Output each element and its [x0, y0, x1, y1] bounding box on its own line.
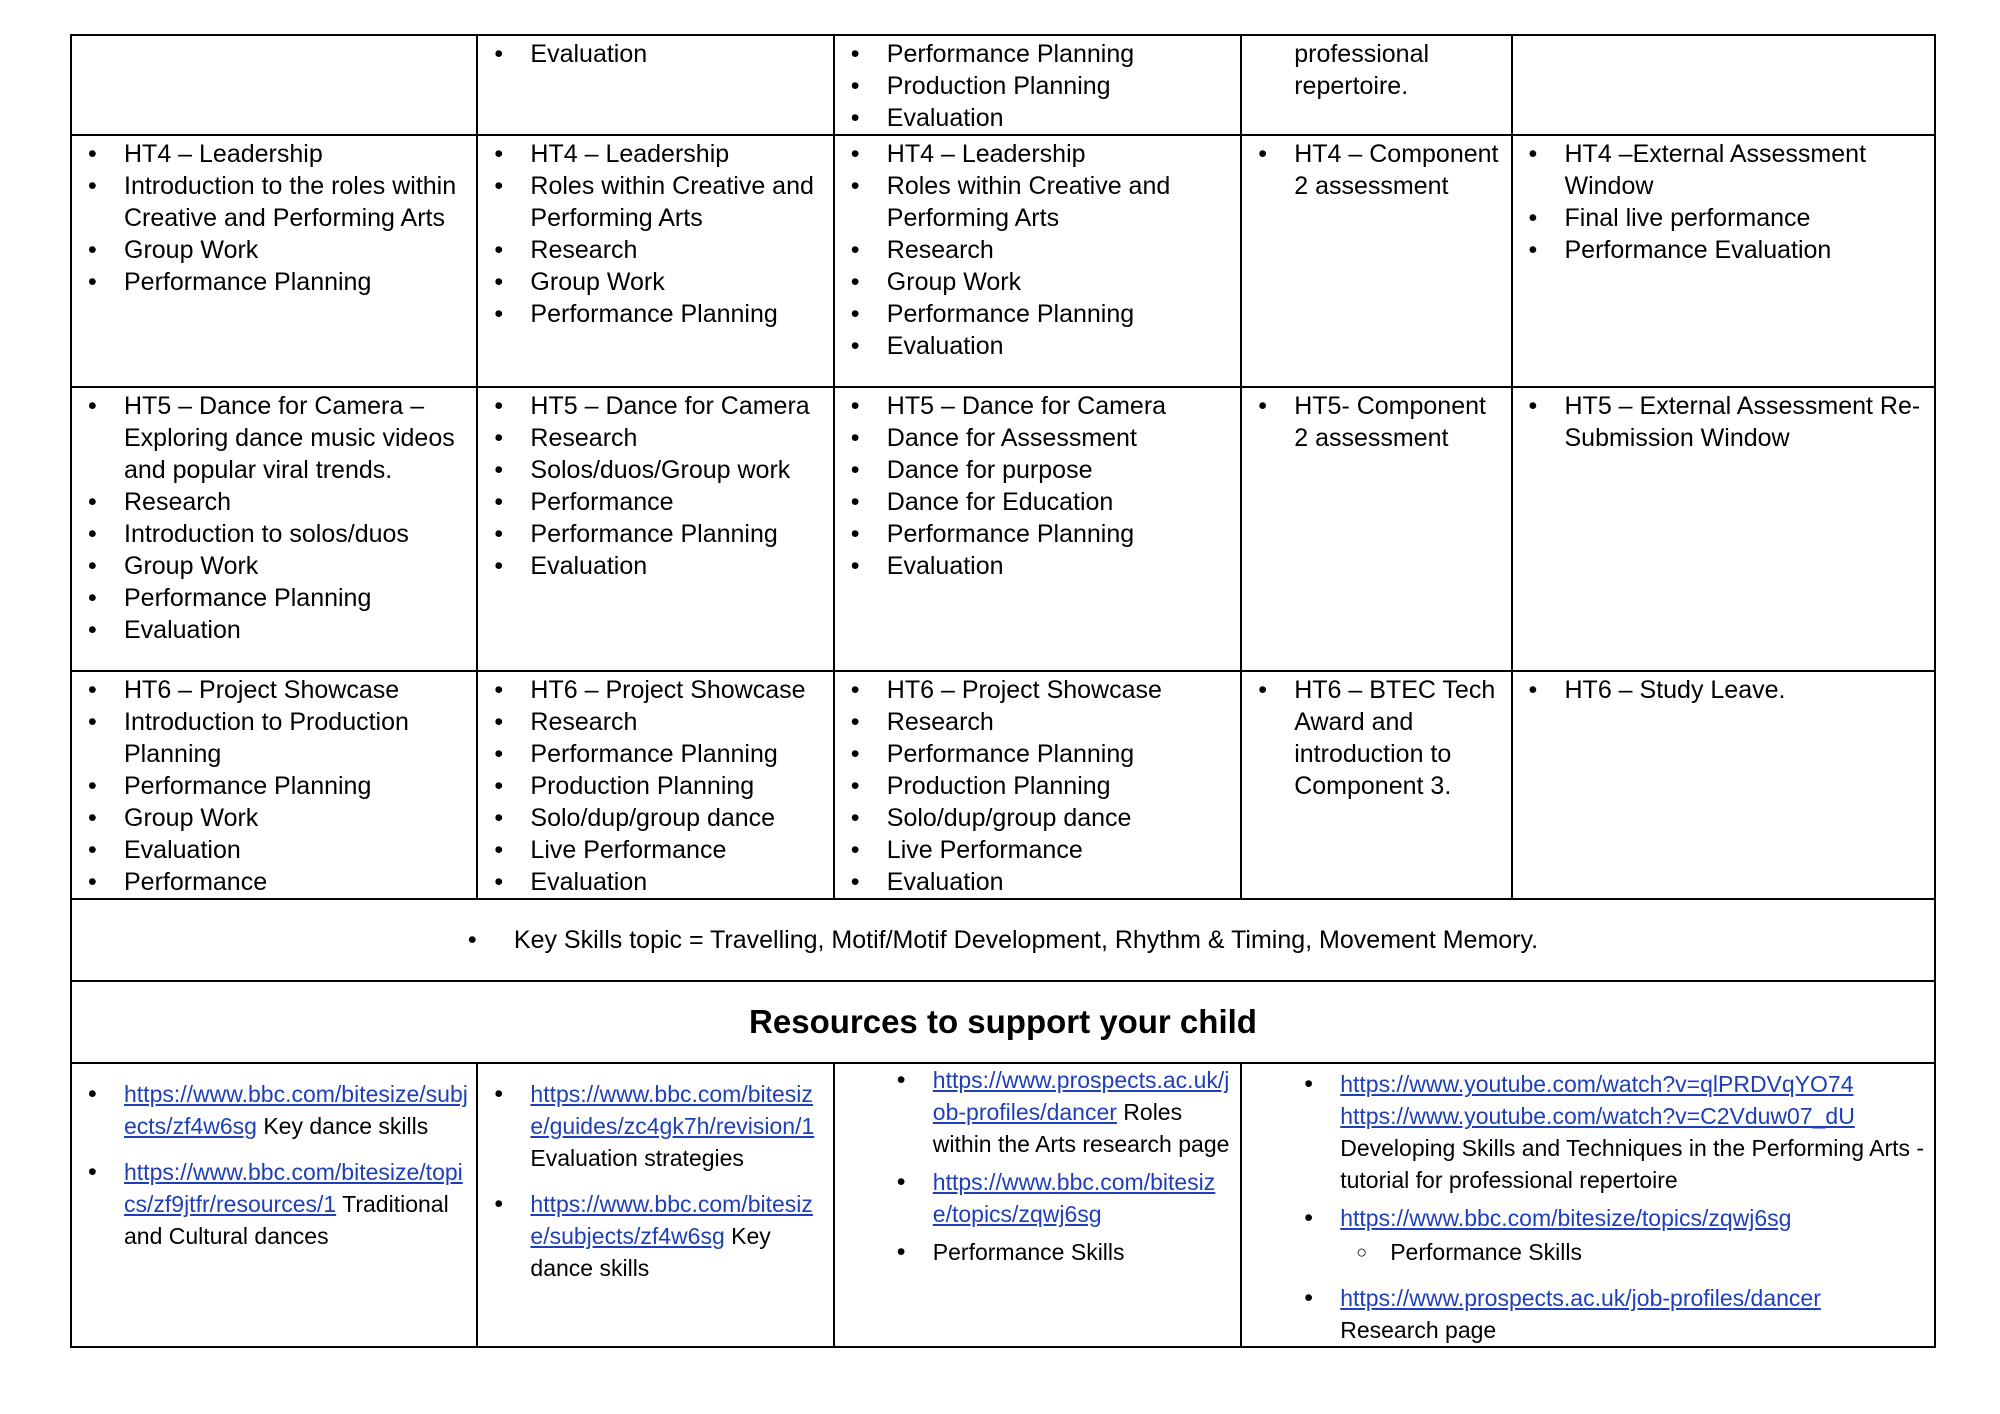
topic-item: • Research	[124, 486, 470, 518]
topic-item: • Evaluation	[887, 866, 1234, 898]
topic-item: • Performance Planning	[530, 518, 826, 550]
topic-item: • Dance for Education	[887, 486, 1234, 518]
key-skills-row	[71, 899, 1935, 981]
topic-item: • Production Planning	[530, 770, 826, 802]
topic-list	[72, 36, 476, 38]
topic-item: • HT5 – External Assessment Re-Submission Window	[1565, 390, 1929, 454]
topic-item: • Roles within Creative and Performing Arts	[530, 170, 826, 234]
topic-item: • Introduction to solos/duos	[124, 518, 470, 550]
topic-row	[71, 135, 1935, 387]
topic-item: • Group Work	[887, 266, 1234, 298]
topic-cell	[71, 135, 477, 387]
topic-cell	[477, 671, 833, 899]
resource-description: Performance Skills	[932, 1239, 1125, 1265]
resource-item	[933, 1064, 1234, 1160]
topic-item: • Group Work	[124, 550, 470, 582]
topic-cell	[1512, 135, 1936, 387]
topic-cell	[477, 35, 833, 135]
curriculum-table	[70, 34, 1936, 1348]
topic-item: • Group Work	[124, 234, 470, 266]
topic-rows	[71, 35, 1935, 899]
topic-item: • Performance Planning	[887, 38, 1234, 70]
topic-item: • Evaluation	[530, 38, 826, 70]
resource-item	[933, 1166, 1234, 1230]
resource-item	[933, 1236, 1234, 1268]
topic-item: • HT6 – Project Showcase	[887, 674, 1234, 706]
topic-cell	[1512, 35, 1936, 135]
topic-item: professional repertoire.	[1294, 40, 1430, 100]
resource-description: Roles within the Arts research page	[932, 1099, 1230, 1157]
resource-link[interactable]: https://www.bbc.com/bitesize/topics/zf9jtfr/resources/1	[124, 1159, 463, 1217]
topic-item: • Final live performance	[1565, 202, 1929, 234]
topic-item: • Live Performance	[887, 834, 1234, 866]
topic-item: • Research	[530, 706, 826, 738]
topic-cell	[477, 387, 833, 671]
resource-item	[530, 1188, 826, 1284]
topic-item: • Evaluation	[530, 550, 826, 582]
resource-item	[1340, 1202, 1928, 1268]
topic-list	[1242, 36, 1510, 102]
topic-list	[72, 672, 476, 898]
topic-list	[1513, 136, 1935, 266]
topic-cell	[71, 387, 477, 671]
topic-cell	[1512, 387, 1936, 671]
resources-col-2	[477, 1063, 833, 1347]
resources-list-3	[835, 1064, 1240, 1268]
topic-item: • Introduction to the roles within Creative and Performing Arts	[124, 170, 470, 234]
topic-cell	[834, 35, 1241, 135]
topic-item: • Dance for Assessment	[887, 422, 1234, 454]
topic-cell	[1241, 35, 1511, 135]
topic-item: • Dance for purpose	[887, 454, 1234, 486]
topic-cell	[71, 35, 477, 135]
resources-list-2	[478, 1064, 832, 1284]
topic-list	[1513, 36, 1935, 38]
topic-item: • Performance Planning	[530, 738, 826, 770]
topic-item: • Performance Planning	[124, 266, 470, 298]
topic-list	[1242, 388, 1510, 454]
topic-list	[478, 388, 832, 582]
resources-col-1	[71, 1063, 477, 1347]
topic-item: • Evaluation	[887, 550, 1234, 582]
topic-cell	[1241, 135, 1511, 387]
topic-cell	[1241, 671, 1511, 899]
topic-item: • Performance Planning	[887, 738, 1234, 770]
resource-item	[124, 1078, 470, 1142]
topic-item: • Solo/dup/group dance	[887, 802, 1234, 834]
resource-description: Evaluation strategies	[530, 1145, 744, 1171]
topic-item: • Roles within Creative and Performing Arts	[887, 170, 1234, 234]
topic-list	[1242, 672, 1510, 802]
topic-item: • Performance	[530, 486, 826, 518]
topic-item: • Solo/dup/group dance	[530, 802, 826, 834]
topic-item: • HT5 – Dance for Camera	[530, 390, 826, 422]
resources-col-3	[834, 1063, 1241, 1347]
topic-item: • Research	[530, 422, 826, 454]
topic-list	[72, 388, 476, 646]
resource-link[interactable]: https://www.youtube.com/watch?v=qlPRDVqYO74	[1340, 1071, 1854, 1097]
topic-cell	[834, 671, 1241, 899]
topic-item: • Production Planning	[887, 70, 1234, 102]
topic-item: • Evaluation	[530, 866, 826, 898]
topic-item: • Introduction to Production Planning	[124, 706, 470, 770]
topic-item: • Production Planning	[887, 770, 1234, 802]
resources-title-row	[71, 981, 1935, 1063]
topic-list	[72, 136, 476, 298]
topic-list	[835, 388, 1240, 582]
resource-description: Traditional and Cultural dances	[124, 1191, 449, 1249]
resources-list-4	[1242, 1064, 1934, 1346]
topic-list	[478, 36, 832, 70]
resource-link[interactable]: https://www.youtube.com/watch?v=C2Vduw07_dU	[1340, 1103, 1855, 1129]
resource-item	[1340, 1068, 1928, 1196]
resource-sublist	[1340, 1236, 1928, 1268]
resources-col-4	[1241, 1063, 1935, 1347]
topic-item: • Research	[530, 234, 826, 266]
key-skills-cell	[71, 899, 1935, 981]
topic-item: • Evaluation	[887, 330, 1234, 362]
topic-row	[71, 671, 1935, 899]
topic-list	[1513, 388, 1935, 454]
topic-list	[1513, 672, 1935, 706]
resources-row	[71, 1063, 1935, 1347]
topic-item: • HT4 – Leadership	[530, 138, 826, 170]
topic-row	[71, 35, 1935, 135]
topic-cell	[1512, 671, 1936, 899]
key-skills-text: • Key Skills topic = Travelling, Motif/Motif Development, Rhythm & Timing, Movement Memory.	[468, 900, 1538, 980]
topic-item: • Live Performance	[530, 834, 826, 866]
curriculum-sheet	[70, 34, 1936, 1348]
topic-cell	[1241, 387, 1511, 671]
topic-item: • HT4 – Leadership	[887, 138, 1234, 170]
resource-item	[1340, 1282, 1928, 1346]
topic-item: • HT5 – Dance for Camera	[887, 390, 1234, 422]
resource-link[interactable]: https://www.prospects.ac.uk/job-profiles/dancer	[1340, 1285, 1821, 1311]
topic-cell	[71, 671, 477, 899]
topic-item: • Group Work	[124, 802, 470, 834]
topic-item: • HT6 – BTEC Tech Award and introduction to Component 3.	[1294, 674, 1504, 802]
resource-link[interactable]: https://www.bbc.com/bitesize/subjects/zf4w6sg	[530, 1191, 813, 1249]
resources-title: Resources to support your child	[71, 981, 1935, 1063]
topic-list	[835, 136, 1240, 362]
resources-list-1	[72, 1064, 476, 1252]
resource-link[interactable]: https://www.prospects.ac.uk/job-profiles/dancer	[932, 1067, 1230, 1125]
resource-subitem: ○ Performance Skills	[1390, 1236, 1928, 1268]
topic-list	[478, 136, 832, 330]
topic-item: • Evaluation	[124, 614, 470, 646]
topic-item: • Performance Planning	[124, 770, 470, 802]
topic-item: • Group Work	[530, 266, 826, 298]
topic-list	[835, 36, 1240, 134]
topic-list	[835, 672, 1240, 898]
topic-item: • Solos/duos/Group work	[530, 454, 826, 486]
resource-link[interactable]: https://www.bbc.com/bitesize/guides/zc4gk7h/revision/1	[530, 1081, 815, 1139]
topic-item: • Performance Planning	[887, 298, 1234, 330]
topic-item: • HT6 – Project Showcase	[530, 674, 826, 706]
topic-item: • Evaluation	[887, 102, 1234, 134]
topic-item: • HT5- Component 2 assessment	[1294, 390, 1504, 454]
topic-item: • Performance Planning	[530, 298, 826, 330]
resource-description: Research page	[1340, 1317, 1497, 1343]
topic-item: • HT5 – Dance for Camera – Exploring dance music videos and popular viral trends.	[124, 390, 470, 486]
topic-item: • Research	[887, 234, 1234, 266]
resource-description: Key dance skills	[256, 1113, 429, 1139]
topic-list	[1242, 136, 1510, 202]
topic-item: • Research	[887, 706, 1234, 738]
topic-item: • HT6 – Project Showcase	[124, 674, 470, 706]
topic-row	[71, 387, 1935, 671]
topic-item: • Performance Planning	[887, 518, 1234, 550]
topic-cell	[834, 135, 1241, 387]
resource-item	[530, 1078, 826, 1174]
topic-item: • HT6 – Study Leave.	[1565, 674, 1929, 706]
topic-cell	[834, 387, 1241, 671]
resource-link[interactable]: https://www.bbc.com/bitesize/subjects/zf4w6sg	[124, 1081, 468, 1139]
resource-description: Key dance skills	[530, 1223, 771, 1281]
topic-item: • HT4 –External Assessment Window	[1565, 138, 1929, 202]
topic-cell	[477, 135, 833, 387]
resource-link[interactable]: https://www.bbc.com/bitesize/topics/zqwj6sg	[932, 1169, 1216, 1227]
topic-item: • Evaluation	[124, 834, 470, 866]
resource-link[interactable]: https://www.bbc.com/bitesize/topics/zqwj6sg	[1340, 1205, 1792, 1231]
topic-list	[478, 672, 832, 898]
resource-description: Developing Skills and Techniques in the Performing Arts - tutorial for professional repertoire	[1340, 1135, 1925, 1193]
topic-item: • Performance Planning	[124, 582, 470, 614]
topic-item: • HT4 – Component 2 assessment	[1294, 138, 1504, 202]
topic-item: • Performance Evaluation	[1565, 234, 1929, 266]
topic-item: • HT4 – Leadership	[124, 138, 470, 170]
resource-item	[124, 1156, 470, 1252]
topic-item: • Performance	[124, 866, 470, 898]
